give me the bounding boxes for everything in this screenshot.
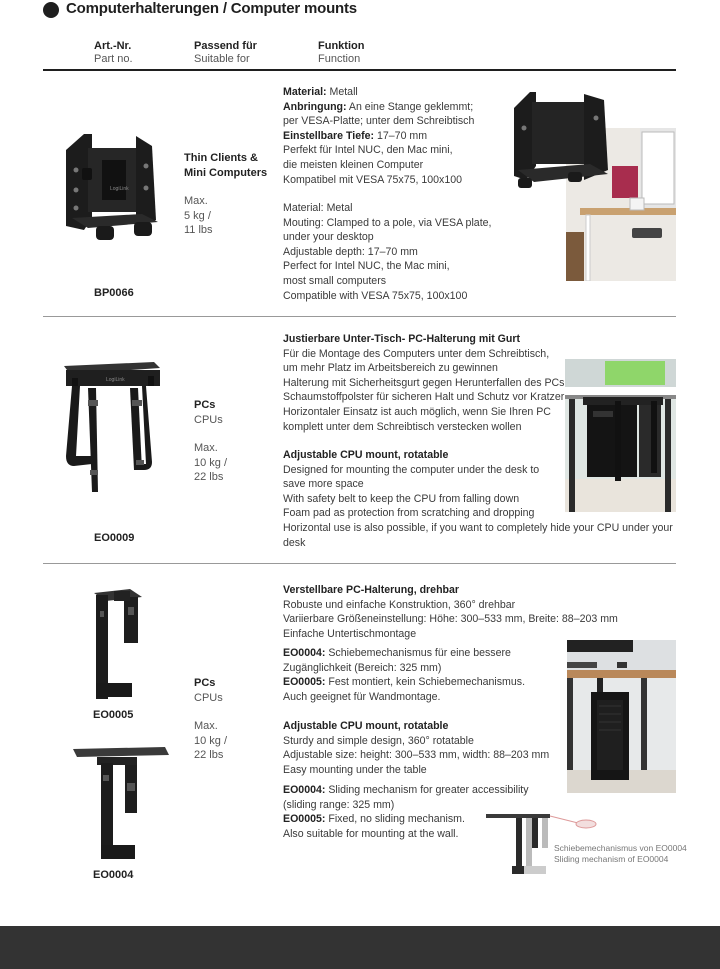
product-image-eo0004 (73, 745, 169, 861)
row-divider (43, 316, 676, 317)
article-number-a: EO0005 (93, 709, 134, 721)
product-photo-bp0066 (512, 88, 676, 281)
suitable-for: Thin Clients & Mini Computers Max. 5 kg / 11 lbs (184, 152, 268, 236)
article-number: BP0066 (94, 287, 134, 299)
column-header-function: Funktion Function (318, 40, 365, 65)
column-header-suitable-for: Passend für Suitable for (194, 40, 257, 65)
suitable-for: PCs CPUs Max. 10 kg / 22 lbs (194, 677, 228, 761)
heading-bullet-icon (43, 2, 59, 18)
logilink-logo: LogiLink (106, 377, 125, 383)
function-text-de: Justierbare Unter-Tisch- PC-Halterung mit Gurt Für die Montage des Computers unter dem Schreibtisch, um mehr Platz im Arbeitsbereich zu gewinnen Halterung mit Sicherheitsgurt gegen Herunterfallen des PCs Schaumstoffpolster für sicheren Halt und Schutz vor Kratzer Horizontaler Einsatz ist auch möglich, wenn Sie Ihren PC komplett unter dem Schreibtisch verstecken wollen (283, 333, 565, 433)
function-text-en: Adjustable CPU mount, rotatable Sturdy and simple design, 360° rotatable Adjustable size: height: 300–533 mm, width: 88–203 mm Easy mounting under the table (283, 720, 550, 776)
suitable-for: PCs CPUs Max. 10 kg / 22 lbs (194, 399, 228, 483)
page-title: Computerhalterungen / Computer mounts (66, 0, 357, 17)
header-divider (43, 69, 676, 71)
product-image-bp0066 (62, 130, 160, 246)
product-photo-eo0005 (567, 640, 676, 793)
function-text-de: Verstellbare PC-Halterung, drehbar Robuste und einfache Konstruktion, 360° drehbar Variierbare Größeneinstellung: Höhe: 300–533 mm, Breite: 88–203 mm Einfache Untertischmontage (283, 584, 618, 640)
function-text-en-variants: EO0004: Sliding mechanism for greater accessibility (sliding range: 325 mm) EO0005: Fixed, no sliding mechanism. Also suitable for mounting at the wall. (283, 784, 529, 840)
footer-bar (0, 926, 720, 969)
function-text-de: Material: Metall Anbringung: An eine Stange geklemmt; per VESA-Platte; unter dem Schreibtisch Einstellbare Tiefe: 17–70 mm Perfekt für Intel NUC, den Mac mini, die meisten kleinen Computer Kompatibel mit VESA 75x75, 100x100 (283, 86, 475, 186)
function-text-en: Adjustable CPU mount, rotatable Designed for mounting the computer under the desk to save more space With safety belt to keep the CPU from falling down Foam pad as protection from scratching and dropping Horizontal use is also possible, if you want to completely hide your CPU under your desk (283, 449, 673, 549)
article-number-b: EO0004 (93, 869, 134, 881)
row-divider (43, 563, 676, 564)
image-caption: Schiebemechanismus von EO0004 Sliding mechanism of EO0004 (554, 843, 687, 864)
column-header-part-no: Art.-Nr. Part no. (94, 40, 133, 65)
article-number: EO0009 (94, 532, 135, 544)
product-photo-eo0009 (565, 359, 676, 512)
function-text-de-variants: EO0004: Schiebemechanismus für eine bessere Zugänglichkeit (Bereich: 325 mm) EO0005: Fest montiert, kein Schiebemechanismus. Auch geeignet für Wandmontage. (283, 647, 526, 703)
logilink-logo: LogiLink (110, 186, 129, 192)
function-text-en: Material: Metal Mouting: Clamped to a pole, via VESA plate, under your desktop Adjustable depth: 17–70 mm Perfect for Intel NUC, the Mac mini, most small computers Compatible with VESA 75x75, 100x100 (283, 202, 492, 302)
product-image-eo0009 (62, 360, 162, 498)
product-image-eo0005 (90, 587, 146, 703)
